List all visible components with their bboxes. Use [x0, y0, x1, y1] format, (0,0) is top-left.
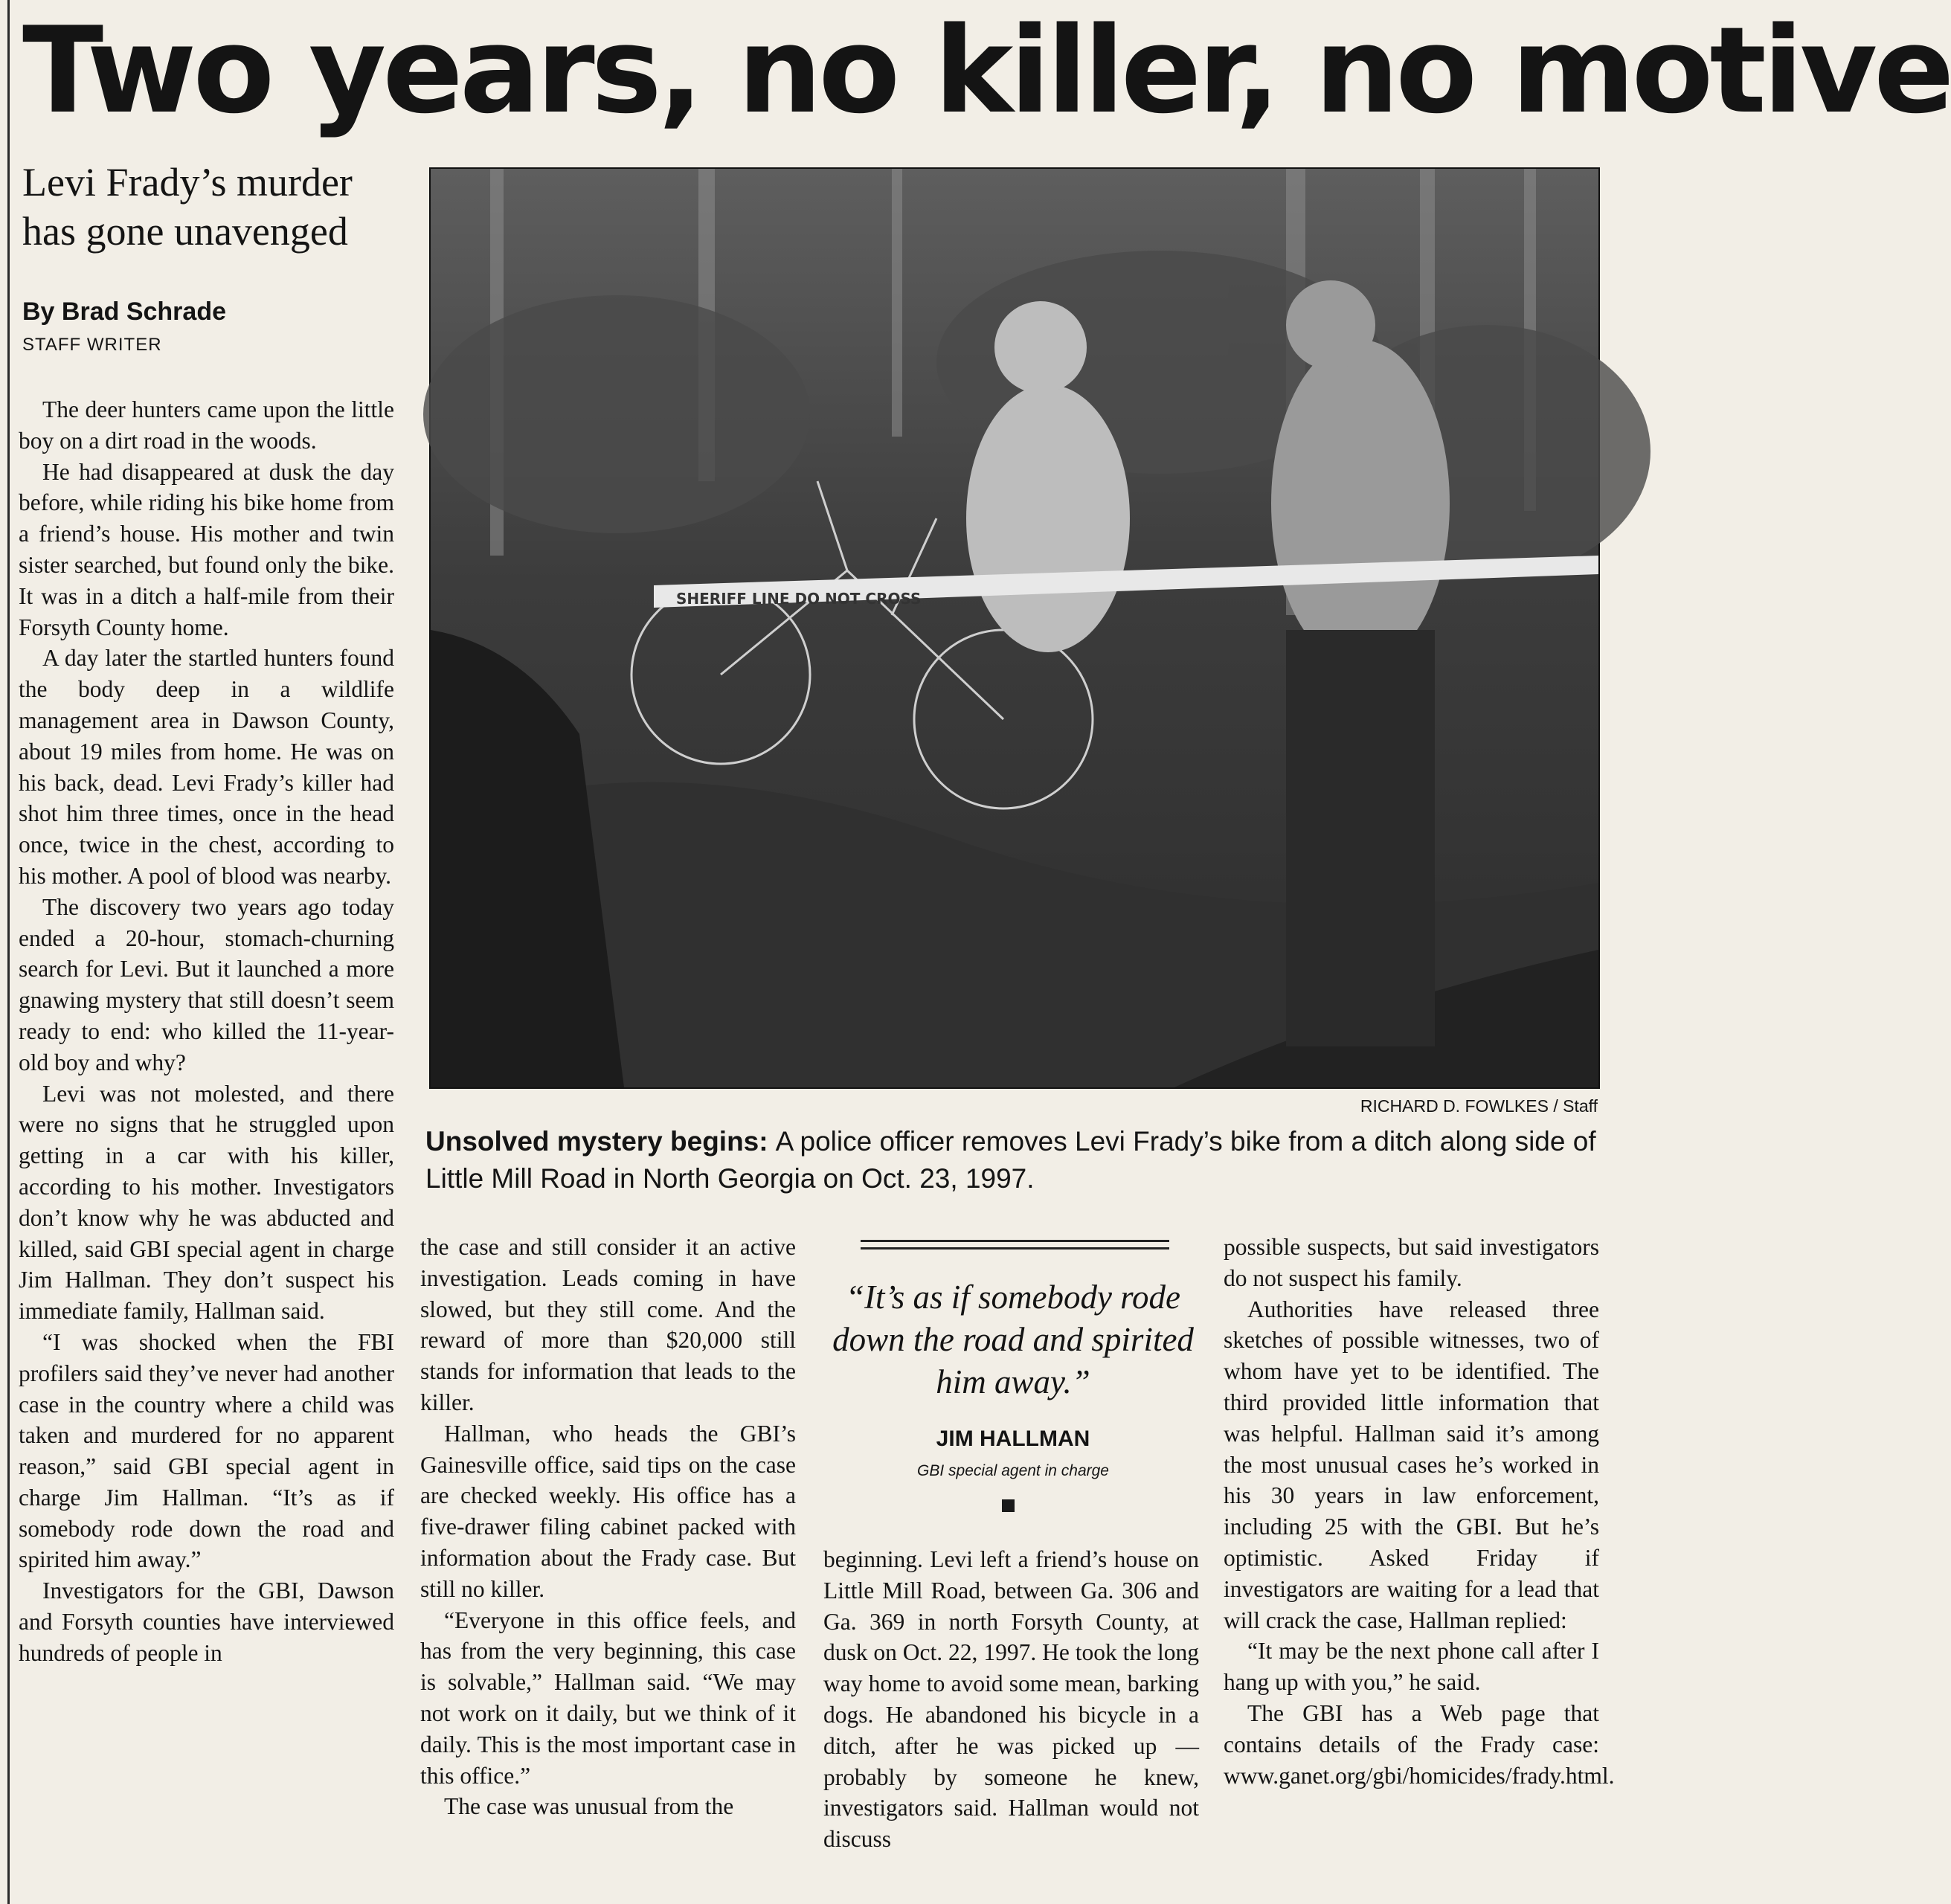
paragraph: The deer hunters came upon the little boy on a dirt road in the woods. — [19, 396, 394, 454]
pull-quote-title: GBI special agent in charge — [917, 1462, 1109, 1479]
photo-caption — [425, 1123, 1601, 1197]
paragraph: beginning. Levi left a friend’s house on Little Mill Road, between Ga. 306 and Ga. 369 in north Forsyth County, at dusk on Oct. 22, 1997. He took the long way home to avoid some mean, barking dogs. He abandoned his bicycle in a ditch, after he was picked up — probably by someone he knew, investigators said. Hallman would not discuss — [823, 1546, 1199, 1853]
paragraph: A day later the startled hunters found the body deep in a wildlife management area in Dawson County, about 19 miles from home. He was on his back, dead. Levi Frady’s killer had shot him three times, once in the head once, twice in the chest, according to his mother. A pool of blood was nearby. — [19, 645, 394, 889]
article-column-2 — [420, 1232, 796, 1822]
paragraph: Investigators for the GBI, Dawson and Forsyth counties have interviewed hundreds of people in — [19, 1577, 394, 1666]
pull-quote-rule — [861, 1247, 1169, 1250]
byline-title: STAFF WRITER — [22, 335, 162, 355]
paragraph: Levi was not molested, and there were no signs that he struggled upon getting in a car with his killer, according to his mother. Investigators don’t know why he was abducted and killed, said GBI special agent in charge Jim Hallman. They don’t suspect his immediate family, Hallman said. — [19, 1080, 394, 1325]
article-column-4 — [1224, 1232, 1615, 1791]
article-column-3 — [823, 1544, 1199, 1855]
caption-lead: Unsolved mystery begins: — [425, 1126, 768, 1157]
paragraph: possible suspects, but said investigators do not suspect his family. — [1224, 1234, 1599, 1291]
paragraph: The GBI has a Web page that contains details of the Frady case: www.ganet.org/gbi/homicides/frady.html. — [1224, 1699, 1615, 1789]
paragraph: Hallman, who heads the GBI’s Gainesville office, said tips on the case are checked weekly. His office has a five-drawer filing cabinet packed with information about the Frady case. But still no killer. — [420, 1420, 796, 1602]
pull-quote: “It’s as if somebody rode down the road and spirited him away.” — [832, 1279, 1194, 1400]
paragraph: “I was shocked when the FBI profilers said they’ve never had another case in the country where a child was taken and murdered for no apparent reason,” said GBI special agent in charge Jim Hallman. “It’s as if somebody rode down the road and spirited him away.” — [19, 1328, 394, 1573]
end-mark-icon — [1002, 1499, 1015, 1512]
caption-text: A police officer removes Levi Frady’s bike from a ditch along side of Little Mill Road in North Georgia on Oct. 23, 1997. — [425, 1126, 1596, 1194]
article-column-1 — [19, 394, 394, 1669]
paragraph: “Everyone in this office feels, and has from the very beginning, this case is solvable,” Hallman said. “We may not work on it daily, but we think of it daily. This is the most important case in this office.” — [420, 1606, 796, 1789]
byline-name: By Brad Schrade — [22, 298, 226, 326]
deck-subheadline: Levi Frady’s murder has gone unavenged — [22, 160, 353, 254]
photo-credit: RICHARD D. FOWLKES / Staff — [1360, 1096, 1598, 1116]
column-rule — [7, 0, 10, 1904]
paragraph: the case and still consider it an active investigation. Leads coming in have slowed, but they still come. And the reward of more than $20,000 still stands for information that leads to the killer. — [420, 1234, 796, 1415]
paragraph: The case was unusual from the — [444, 1793, 734, 1820]
paragraph: The discovery two years ago today ended a 20-hour, stomach-churning search for Levi. But it launched a more gnawing mystery that still doesn’t seem ready to end: who killed the 11-year-old boy and why? — [19, 893, 394, 1075]
paragraph: He had disappeared at dusk the day before, while riding his bike home from a friend’s house. His mother and twin sister searched, but found only the bike. It was in a ditch a half-mile from their Forsyth County home. — [19, 458, 394, 640]
pull-quote-rule — [861, 1240, 1169, 1242]
pull-quote-name: JIM HALLMAN — [936, 1427, 1090, 1451]
tape-text: SHERIFF LINE DO NOT CROSS — [676, 590, 922, 608]
paragraph: “It may be the next phone call after I hang up with you,” he said. — [1224, 1638, 1599, 1696]
news-photo — [429, 167, 1600, 1089]
paragraph: Authorities have released three sketches of possible witnesses, two of whom have yet to be identified. The third provided little information that was helpful. Hallman said it’s among the most unusual cases he’s worked in his 30 years in law enforcement, including 25 with the GBI. But he’s optimistic. Asked Friday if investigators are waiting for a lead that will crack the case, Hallman replied: — [1224, 1296, 1599, 1633]
headline: Two years, no killer, no motive — [22, 1, 1951, 140]
